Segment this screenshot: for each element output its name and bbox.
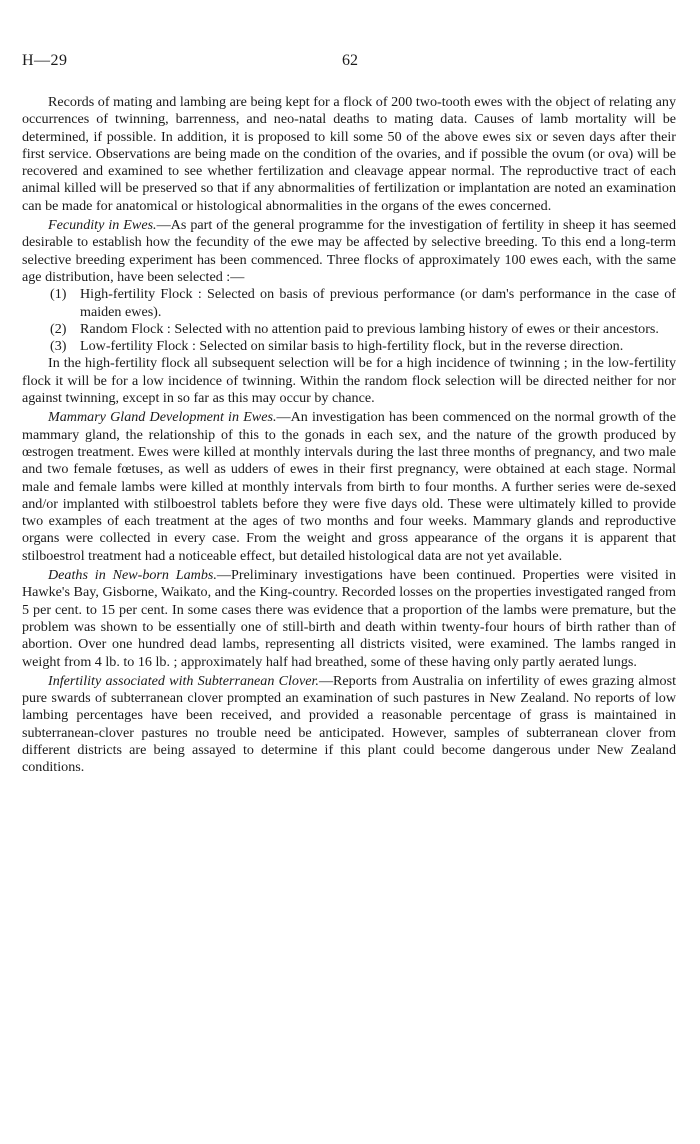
paragraph-fecundity [22, 217, 676, 286]
section-heading-fecundity: Fecundity in Ewes. [48, 217, 157, 234]
list-item [22, 338, 676, 355]
flock-list [22, 286, 676, 355]
list-item [22, 321, 676, 338]
section-heading-mammary: Mammary Gland Development in Ewes. [48, 409, 277, 426]
list-item-number: (3) [50, 338, 67, 355]
list-item-text: Low-fertility Flock : Selected on similar basis to high-fertility flock, but in the reverse direction. [80, 338, 624, 355]
section-heading-deaths: Deaths in New-born Lambs. [48, 567, 217, 584]
paragraph-mating-records: Records of mating and lambing are being kept for a flock of 200 two-tooth ewes with the object of relating any occurrences of twinning, barrenness, and neo-natal deaths to mating data. Causes of lamb mortality will be determined, if possible. In addition, it is proposed to kill some 50 of the above ewes six or seven days after their first service. Observations are being made on the condition of the ovaries, and if possible the ovum (or ova) will be recovered and examined to see whether fertilization and cleavage appear normal. The reproductive tract of each animal killed will be preserved so that if any abnormalities of fertilization or implantation are noted an examination can be made for anatomical or histological abnormalities in the organs of the ewes concerned. [22, 94, 676, 214]
list-item [22, 286, 676, 321]
list-item-number: (2) [50, 320, 67, 337]
paragraph-clover [22, 673, 676, 777]
page-header [22, 52, 678, 74]
document-body [22, 94, 676, 777]
section-heading-clover: Infertility associated with Subterranean Clover. [48, 672, 319, 689]
fecundity-text: —As part of the general programme for the investigation of fertility in sheep it has seemed desirable to establish how the fecundity of the ewe may be affected by selective breeding. To this end a long-term selective breeding experiment has been commenced. Three flocks of approximately 100 ewes each, with the same age distribution, have been selected :— [22, 217, 676, 285]
deaths-text: —Preliminary investigations have been continued. Properties were visited in Hawke's Bay, Gisborne, Waikato, and the King-country. Recorded losses on the properties investigated ranged from 5 per cent. to 15 per cent. In some cases there was evidence that a proportion of the lambs were premature, but the problem was shown to be essentially one of still-birth and death within twenty-four hours of birth rather than of abortion. Over one hundred dead lambs, representing all districts visited, were examined. The lambs ranged in weight from 4 lb. to 16 lb. ; approximately half had breathed, some of these having only partly aerated lungs. [22, 567, 676, 670]
document-reference: H—29 [22, 52, 68, 69]
page-number: 62 [342, 52, 358, 69]
list-item-text: High-fertility Flock : Selected on basis of previous performance (or dam's performance in the case of maiden ewes). [80, 286, 676, 320]
clover-text: —Reports from Australia on infertility of ewes grazing almost pure swards of subterranean clover prompted an examination of such pastures in New Zealand. No reports of low lambing percentages have been received, and provided a reasonable percentage of grass is maintained in subterranean-clover pastures no trouble need be anticipated. However, samples of subterranean clover from different districts are being assayed to determine if this plant could become dangerous under New Zealand conditions. [22, 672, 676, 776]
mammary-text: —An investigation has been commenced on the normal growth of the mammary gland, the relationship of this to the gonads in each sex, and the nature of the growth produced by œstrogen treatment. Ewes were killed at monthly intervals during the last three months of pregnancy, and two male and two female fœtuses, as well as udders of ewes in their first pregnancy, were obtained at each stage. Normal male and female lambs were killed at monthly intervals from birth to four months. A further series were de-sexed and/or implanted with stilboestrol tablets before they were five days old. These were ultimately killed to provide two examples of each treatment at the ages of two months and four weeks. Mammary glands and reproductive organs were collected in every case. From the weight and gross appearance of the organs it is apparent that stilboestrol treatment had a noticeable effect, but detailed histological data are not yet available. [22, 409, 676, 564]
paragraph-selection: In the high-fertility flock all subsequent selection will be for a high incidence of twinning ; in the low-fertility flock it will be for a low incidence of twinning. Within the random flock selection will be directed neither for nor against twinning, except in so far as this may occur by chance. [22, 355, 676, 407]
list-item-text: Random Flock : Selected with no attention paid to previous lambing history of ewes or their ancestors. [80, 320, 659, 337]
paragraph-mammary [22, 409, 676, 565]
paragraph-deaths [22, 567, 676, 671]
list-item-number: (1) [50, 286, 67, 303]
